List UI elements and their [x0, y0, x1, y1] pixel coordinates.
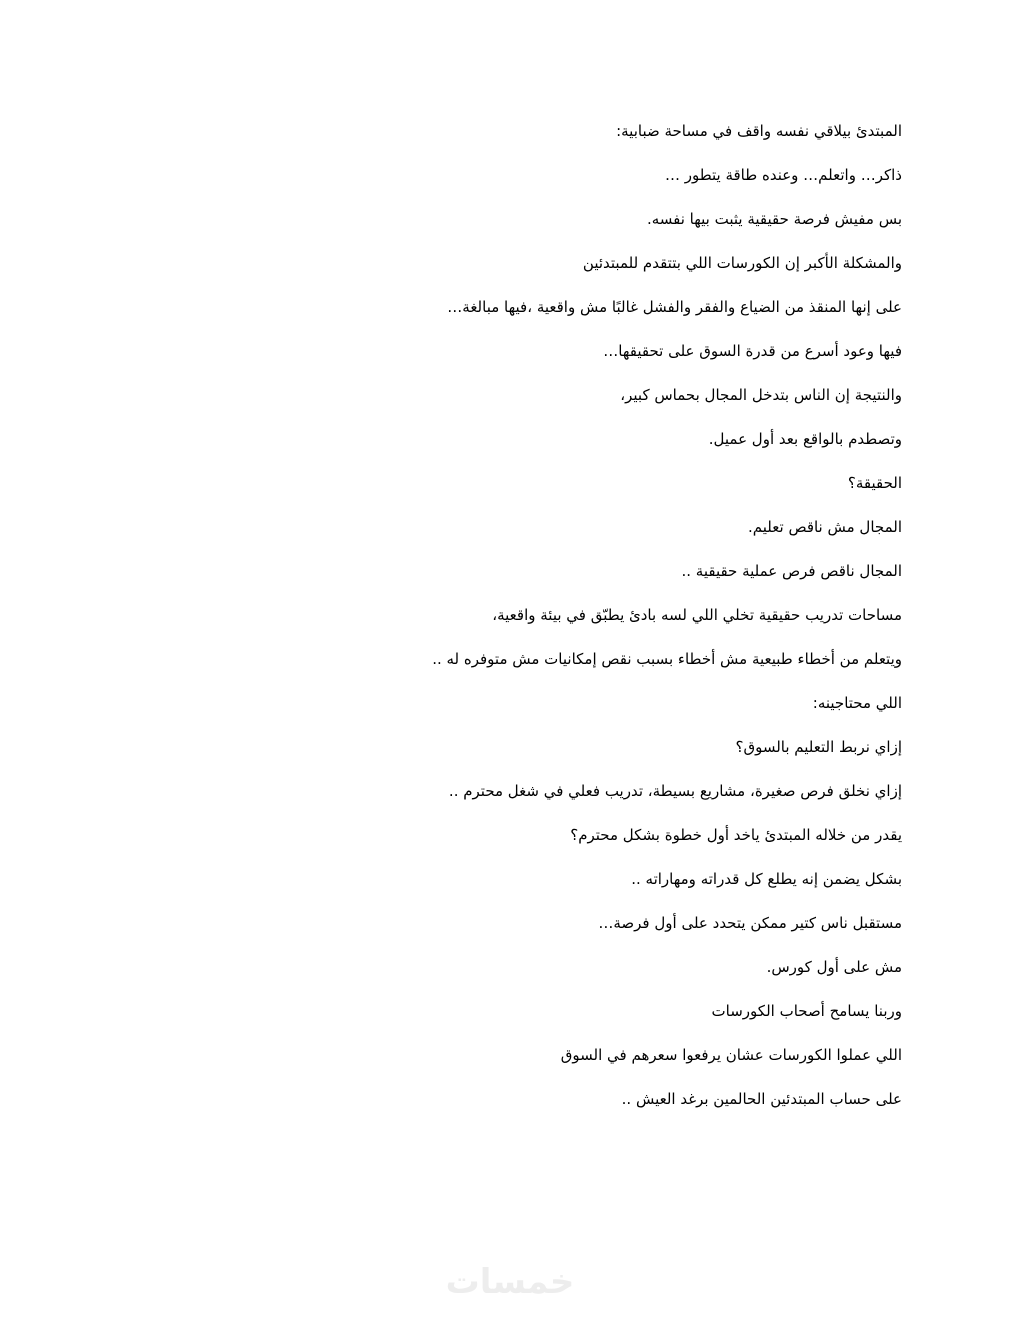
text-line: المبتدئ بيلاقي نفسه واقف في مساحة ضبابية: [616, 122, 902, 140]
text-line: فيها وعود أسرع من قدرة السوق على تحقيقها… [603, 342, 902, 360]
text-line: الحقيقة؟ [847, 474, 902, 492]
text-line: والنتيجة إن الناس بتدخل المجال بحماس كبير، [620, 386, 902, 404]
text-line: اللي محتاجينه: [812, 694, 902, 712]
text-line: المجال ناقص فرص عملية حقيقية .. [681, 562, 902, 580]
text-line: ذاكر… واتعلم… وعنده طاقة يتطور … [664, 166, 902, 184]
text-line: على حساب المبتدئين الحالمين برغد العيش .. [621, 1090, 902, 1108]
text-line: وتصطدم بالواقع بعد أول عميل. [708, 430, 902, 448]
text-line: بس مفيش فرصة حقيقية يثبت بيها نفسه. [646, 210, 902, 228]
text-line: بشكل يضمن إنه يطلع كل قدراته ومهاراته .. [631, 870, 902, 888]
text-line: والمشكلة الأكبر إن الكورسات اللي بتتقدم للمبتدئين [582, 254, 902, 272]
text-line: ويتعلم من أخطاء طبيعية مش أخطاء بسبب نقص إمكانيات مش متوفره له .. [432, 650, 902, 668]
text-line: اللي عملوا الكورسات عشان يرفعوا سعرهم في السوق [560, 1046, 902, 1064]
text-line: مش على أول كورس. [766, 958, 902, 976]
text-line: مستقبل ناس كتير ممكن يتحدد على أول فرصة… [598, 914, 902, 932]
text-line: وربنا يسامح أصحاب الكورسات [711, 1002, 902, 1020]
watermark-logo: خمسات [445, 1262, 575, 1302]
text-line: يقدر من خلاله المبتدئ ياخد أول خطوة بشكل محترم؟ [570, 826, 902, 844]
text-line: إزاي نخلق فرص صغيرة، مشاريع بسيطة، تدريب فعلي في شغل محترم .. [448, 782, 902, 800]
text-line: المجال مش ناقص تعليم. [748, 518, 902, 536]
text-line: مساحات تدريب حقيقية تخلي اللي لسه بادئ يطبّق في بيئة واقعية، [492, 606, 902, 624]
text-line: إزاي نربط التعليم بالسوق؟ [735, 738, 902, 756]
document-body [302, 116, 902, 1128]
text-line: على إنها المنقذ من الضياع والفقر والفشل غالبًا مش واقعية ،فيها مبالغة… [447, 298, 902, 316]
